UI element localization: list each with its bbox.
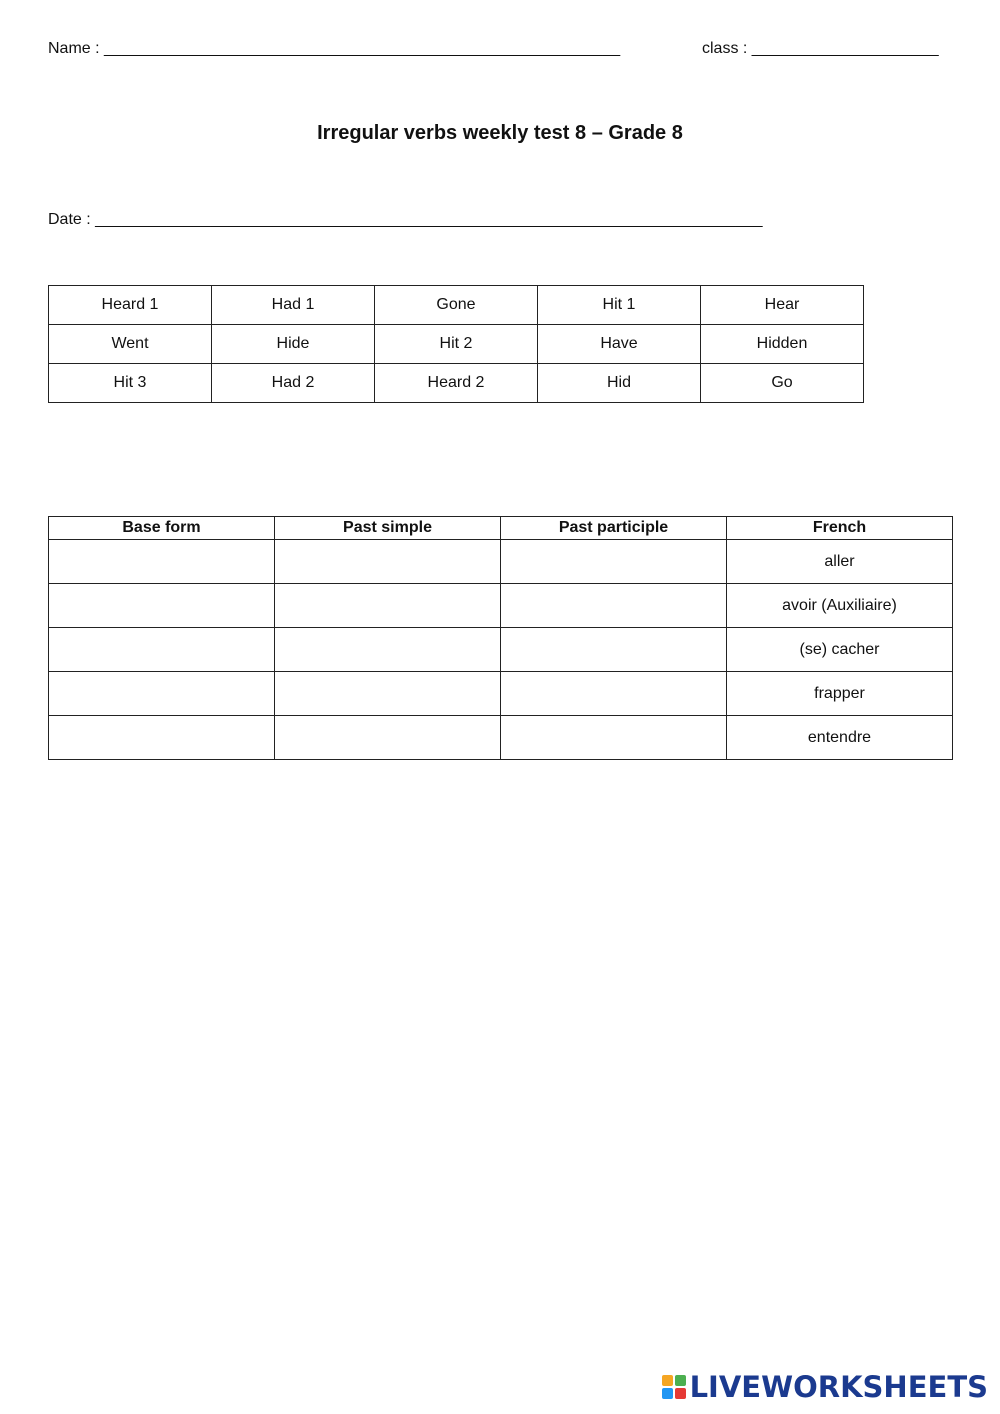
word-bank-item[interactable]: Gone — [375, 286, 538, 325]
past-participle-drop-cell[interactable] — [501, 672, 727, 716]
word-bank-item[interactable]: Have — [538, 325, 701, 364]
table-row — [49, 364, 864, 403]
past-simple-drop-cell[interactable] — [275, 540, 501, 584]
column-header-past-participle: Past participle — [501, 517, 727, 540]
table-row — [49, 584, 953, 628]
word-bank-item[interactable]: Had 1 — [212, 286, 375, 325]
page-title: Irregular verbs weekly test 8 – Grade 8 — [317, 122, 683, 144]
word-bank-item[interactable]: Had 2 — [212, 364, 375, 403]
base-form-drop-cell[interactable] — [49, 540, 275, 584]
past-simple-drop-cell[interactable] — [275, 584, 501, 628]
past-simple-drop-cell[interactable] — [275, 716, 501, 760]
column-header-french: French — [727, 517, 953, 540]
table-row — [49, 325, 864, 364]
table-header-row — [49, 517, 953, 540]
french-cell: frapper — [727, 672, 953, 716]
class-field[interactable]: class : _____________________ — [702, 40, 939, 57]
date-field[interactable]: Date : ___________________________________________________________________________ — [48, 211, 763, 228]
base-form-drop-cell[interactable] — [49, 628, 275, 672]
base-form-drop-cell[interactable] — [49, 584, 275, 628]
past-participle-drop-cell[interactable] — [501, 716, 727, 760]
word-bank-item[interactable]: Hidden — [701, 325, 864, 364]
liveworksheets-logo — [662, 1370, 988, 1404]
table-row — [49, 672, 953, 716]
name-field[interactable]: Name : __________________________________________________________ — [48, 40, 621, 57]
word-bank-item[interactable]: Hit 1 — [538, 286, 701, 325]
table-row — [49, 540, 953, 584]
word-bank-item[interactable]: Hear — [701, 286, 864, 325]
word-bank-item[interactable]: Go — [701, 364, 864, 403]
table-row — [49, 628, 953, 672]
base-form-drop-cell[interactable] — [49, 672, 275, 716]
past-participle-drop-cell[interactable] — [501, 540, 727, 584]
word-bank-item[interactable]: Hit 2 — [375, 325, 538, 364]
word-bank-item[interactable]: Heard 2 — [375, 364, 538, 403]
logo-square-icon — [662, 1388, 673, 1399]
word-bank-item[interactable]: Went — [49, 325, 212, 364]
word-bank-item[interactable]: Hid — [538, 364, 701, 403]
logo-square-icon — [662, 1375, 673, 1386]
past-participle-drop-cell[interactable] — [501, 628, 727, 672]
past-simple-drop-cell[interactable] — [275, 672, 501, 716]
word-bank-item[interactable]: Heard 1 — [49, 286, 212, 325]
logo-square-icon — [675, 1388, 686, 1399]
french-cell: (se) cacher — [727, 628, 953, 672]
french-cell: avoir (Auxiliaire) — [727, 584, 953, 628]
past-participle-drop-cell[interactable] — [501, 584, 727, 628]
table-row — [49, 716, 953, 760]
column-header-base-form: Base form — [49, 517, 275, 540]
base-form-drop-cell[interactable] — [49, 716, 275, 760]
word-bank-item[interactable]: Hit 3 — [49, 364, 212, 403]
word-bank-item[interactable]: Hide — [212, 325, 375, 364]
liveworksheets-logo-icon — [662, 1375, 686, 1399]
column-header-past-simple: Past simple — [275, 517, 501, 540]
word-bank-table — [48, 285, 864, 403]
logo-square-icon — [675, 1375, 686, 1386]
verbs-table — [48, 516, 953, 760]
french-cell: aller — [727, 540, 953, 584]
logo-text: LIVEWORKSHEETS — [689, 1370, 988, 1404]
table-row — [49, 286, 864, 325]
past-simple-drop-cell[interactable] — [275, 628, 501, 672]
french-cell: entendre — [727, 716, 953, 760]
